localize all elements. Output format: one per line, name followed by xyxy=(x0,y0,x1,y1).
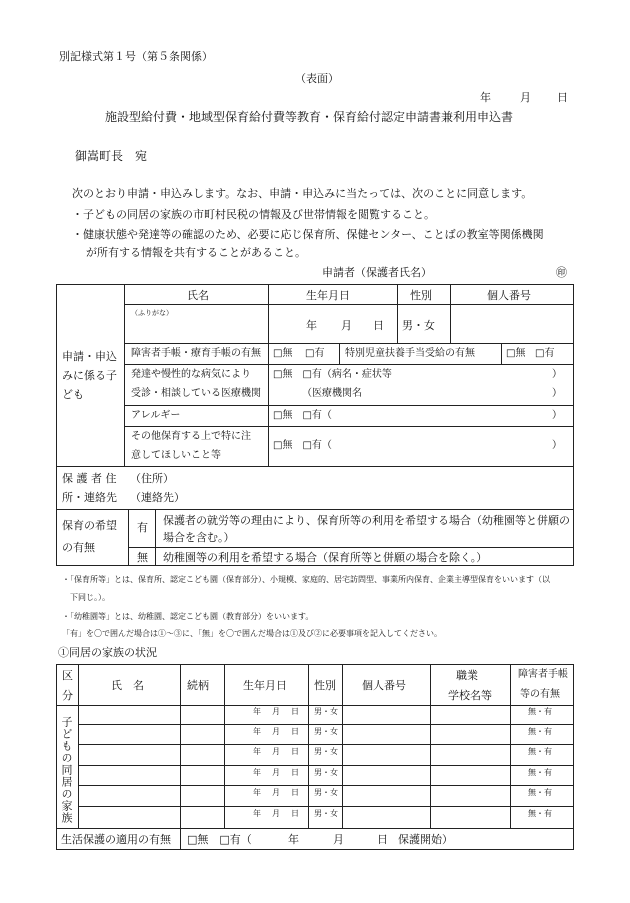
preference-no-text: 幼稚園等の利用を希望する場合（保育所等と併願の場合を除く。） xyxy=(163,551,488,564)
family-row-birth-year: 年 xyxy=(253,727,261,736)
family-col-job-1: 職業 xyxy=(456,669,478,682)
family-row-disability[interactable]: 無・有 xyxy=(528,747,552,756)
family-row-birth-month: 月 xyxy=(272,809,280,818)
guardian-address-field[interactable]: （住所） xyxy=(130,472,174,485)
family-row-birth-year: 年 xyxy=(253,707,261,716)
consent-bullet-2: ・健康状態や発達等の確認のため、必要に応じ保育所、保健センター、ことばの教室等関係機関 xyxy=(72,228,544,241)
family-row-birth-year: 年 xyxy=(253,768,261,777)
child-row-label-1: 申請・申込 xyxy=(62,350,117,363)
col-birth-header: 生年月日 xyxy=(306,289,350,302)
other-label-1: その他保育する上で特に注 xyxy=(131,431,251,442)
addressee: 御嵩町長 宛 xyxy=(75,149,148,163)
welfare-year-label: 年 xyxy=(288,833,299,846)
birth-year-label: 年 xyxy=(306,319,317,332)
family-row-birth-day: 日 xyxy=(291,727,299,736)
disability-yes-checkbox[interactable]: □有 xyxy=(305,348,325,359)
allergy-close: ） xyxy=(552,410,562,421)
seal-mark: ㊞ xyxy=(556,266,567,279)
allowance-none-checkbox[interactable]: □無 xyxy=(506,348,526,359)
family-row-gender[interactable]: 男・女 xyxy=(314,707,338,716)
welfare-day-label: 日 xyxy=(377,833,388,846)
col-mynumber-header: 個人番号 xyxy=(487,289,531,302)
col-kubun-1: 区 xyxy=(62,669,73,682)
child-row-label-2: みに係る子 xyxy=(62,369,117,382)
birth-month-label: 月 xyxy=(341,319,352,332)
family-row-birth-month: 月 xyxy=(272,727,280,736)
col-kubun-2: 分 xyxy=(62,689,73,702)
form-side: （表面） xyxy=(295,72,339,85)
preference-yes-text-1: 保護者の就労等の理由により、保育所等の利用を希望する場合（幼稚園等と併願の xyxy=(163,514,570,527)
disability-none-checkbox[interactable]: □無 xyxy=(273,348,293,359)
family-col-mynumber: 個人番号 xyxy=(362,679,406,692)
child-gender-choice[interactable]: 男・女 xyxy=(402,319,435,332)
family-col-relation: 続柄 xyxy=(187,679,209,692)
allowance-label: 特別児童扶養手当受給の有無 xyxy=(345,348,475,359)
family-col-gender: 性別 xyxy=(314,679,336,692)
development-label-2: 受診・相談している医療機関 xyxy=(131,388,261,399)
family-row-birth-day: 日 xyxy=(291,747,299,756)
preference-no-option[interactable]: 無 xyxy=(137,551,148,564)
col-gender-header: 性別 xyxy=(410,289,432,302)
preference-yes-text-2: 場合を含む。） xyxy=(163,531,235,544)
date-day-label: 日 xyxy=(557,91,568,104)
hospital-label: （医療機関名 xyxy=(302,388,362,399)
preference-label-1: 保育の希望 xyxy=(62,519,117,532)
child-name-field[interactable] xyxy=(125,305,267,342)
guardian-contact-field[interactable]: （連絡先） xyxy=(130,491,185,504)
family-row-disability[interactable]: 無・有 xyxy=(528,768,552,777)
family-row-disability[interactable]: 無・有 xyxy=(528,707,552,716)
development-close: ） xyxy=(552,369,562,380)
family-row-birth-day: 日 xyxy=(291,788,299,797)
note-2: ・「幼稚園等」とは、幼稚園、認定こども園（教育部分）をいいます。 xyxy=(62,612,314,621)
consent-bullet-1: ・子どもの同居の家族の市町村民税の情報及び世帯情報を閲覧すること。 xyxy=(72,208,435,221)
applicant-label: 申請者（保護者氏名） xyxy=(322,266,432,279)
other-label-2: 意してほしいこと等 xyxy=(131,450,221,461)
note-1: ・「保育所等」とは、保育所、認定こども園（保育部分）、小規模、家庭的、居宅訪問型、事業所内保育、企業主導型保育をいいます（以 xyxy=(62,575,550,584)
family-col-job-2: 学校名等 xyxy=(448,689,492,702)
preference-yes-option[interactable]: 有 xyxy=(137,521,148,534)
welfare-month-label: 月 xyxy=(333,833,344,846)
welfare-choice[interactable]: □無 □有（ xyxy=(187,833,252,846)
furigana-label: （ふりがな） xyxy=(131,309,173,317)
other-choice[interactable]: □無 □有（ xyxy=(273,440,332,451)
welfare-tail: 保護開始） xyxy=(398,833,453,846)
preference-label-2: の有無 xyxy=(62,541,95,554)
family-row-birth-month: 月 xyxy=(272,747,280,756)
family-row-gender[interactable]: 男・女 xyxy=(314,768,338,777)
page-title: 施設型給付費・地域型保育給付費等教育・保育給付認定申請書兼利用申込書 xyxy=(105,110,514,124)
family-row-disability[interactable]: 無・有 xyxy=(528,727,552,736)
child-row-label-3: ども xyxy=(62,388,84,401)
family-row-birth-month: 月 xyxy=(272,707,280,716)
family-row-birth-day: 日 xyxy=(291,809,299,818)
family-side-label: 子どもの同居の家族 xyxy=(60,716,73,824)
family-col-birth: 生年月日 xyxy=(243,679,287,692)
family-row-birth-year: 年 xyxy=(253,809,261,818)
family-row-disability[interactable]: 無・有 xyxy=(528,788,552,797)
date-year-label: 年 xyxy=(480,91,491,104)
family-section-title: ①同居の家族の状況 xyxy=(58,646,157,659)
child-mynumber-field[interactable] xyxy=(451,305,573,342)
intro-line: 次のとおり申請・申込みします。なお、申請・申込みに当たっては、次のことに同意します。 xyxy=(72,187,533,200)
guardian-label-2: 所・連絡先 xyxy=(62,491,117,504)
welfare-label: 生活保護の適用の有無 xyxy=(61,833,171,846)
birth-day-label: 日 xyxy=(373,319,384,332)
disability-label: 障害者手帳・療育手帳の有無 xyxy=(131,348,261,359)
family-row-gender[interactable]: 男・女 xyxy=(314,747,338,756)
family-col-disab-1: 障害者手帳 xyxy=(518,669,568,680)
note-3: 「有」を〇で囲んだ場合は①～③に、「無」を〇で囲んだ場合は①及び②に必要事項を記入してください。 xyxy=(62,629,442,638)
family-row-birth-day: 日 xyxy=(291,768,299,777)
family-col-name: 氏 名 xyxy=(111,679,144,692)
other-close: ） xyxy=(552,440,562,451)
date-month-label: 月 xyxy=(520,91,531,104)
family-row-gender[interactable]: 男・女 xyxy=(314,727,338,736)
note-1-cont: 下同じ。）。 xyxy=(70,593,110,602)
family-row-disability[interactable]: 無・有 xyxy=(528,809,552,818)
family-row-gender[interactable]: 男・女 xyxy=(314,809,338,818)
family-col-disab-2: 等の有無 xyxy=(520,689,560,700)
family-row-birth-month: 月 xyxy=(272,768,280,777)
form-number: 別記様式第１号（第５条関係） xyxy=(59,50,213,63)
development-label-1: 発達や慢性的な病気により xyxy=(131,369,251,380)
allergy-choice[interactable]: □無 □有（ xyxy=(273,410,332,421)
family-row-birth-year: 年 xyxy=(253,788,261,797)
col-name-header: 氏名 xyxy=(187,289,209,302)
family-row-birth-month: 月 xyxy=(272,788,280,797)
family-row-gender[interactable]: 男・女 xyxy=(314,788,338,797)
consent-bullet-2-cont: が所有する情報を共有することがあること。 xyxy=(86,246,306,259)
development-choice[interactable]: □無 □有（病名・症状等 xyxy=(273,369,392,380)
guardian-label-1: 保 護 者 住 xyxy=(62,472,117,485)
family-row-birth-day: 日 xyxy=(291,707,299,716)
allowance-yes-checkbox[interactable]: □有 xyxy=(535,348,555,359)
allergy-label: アレルギー xyxy=(131,410,181,421)
family-row-birth-year: 年 xyxy=(253,747,261,756)
hospital-close: ） xyxy=(552,388,562,399)
